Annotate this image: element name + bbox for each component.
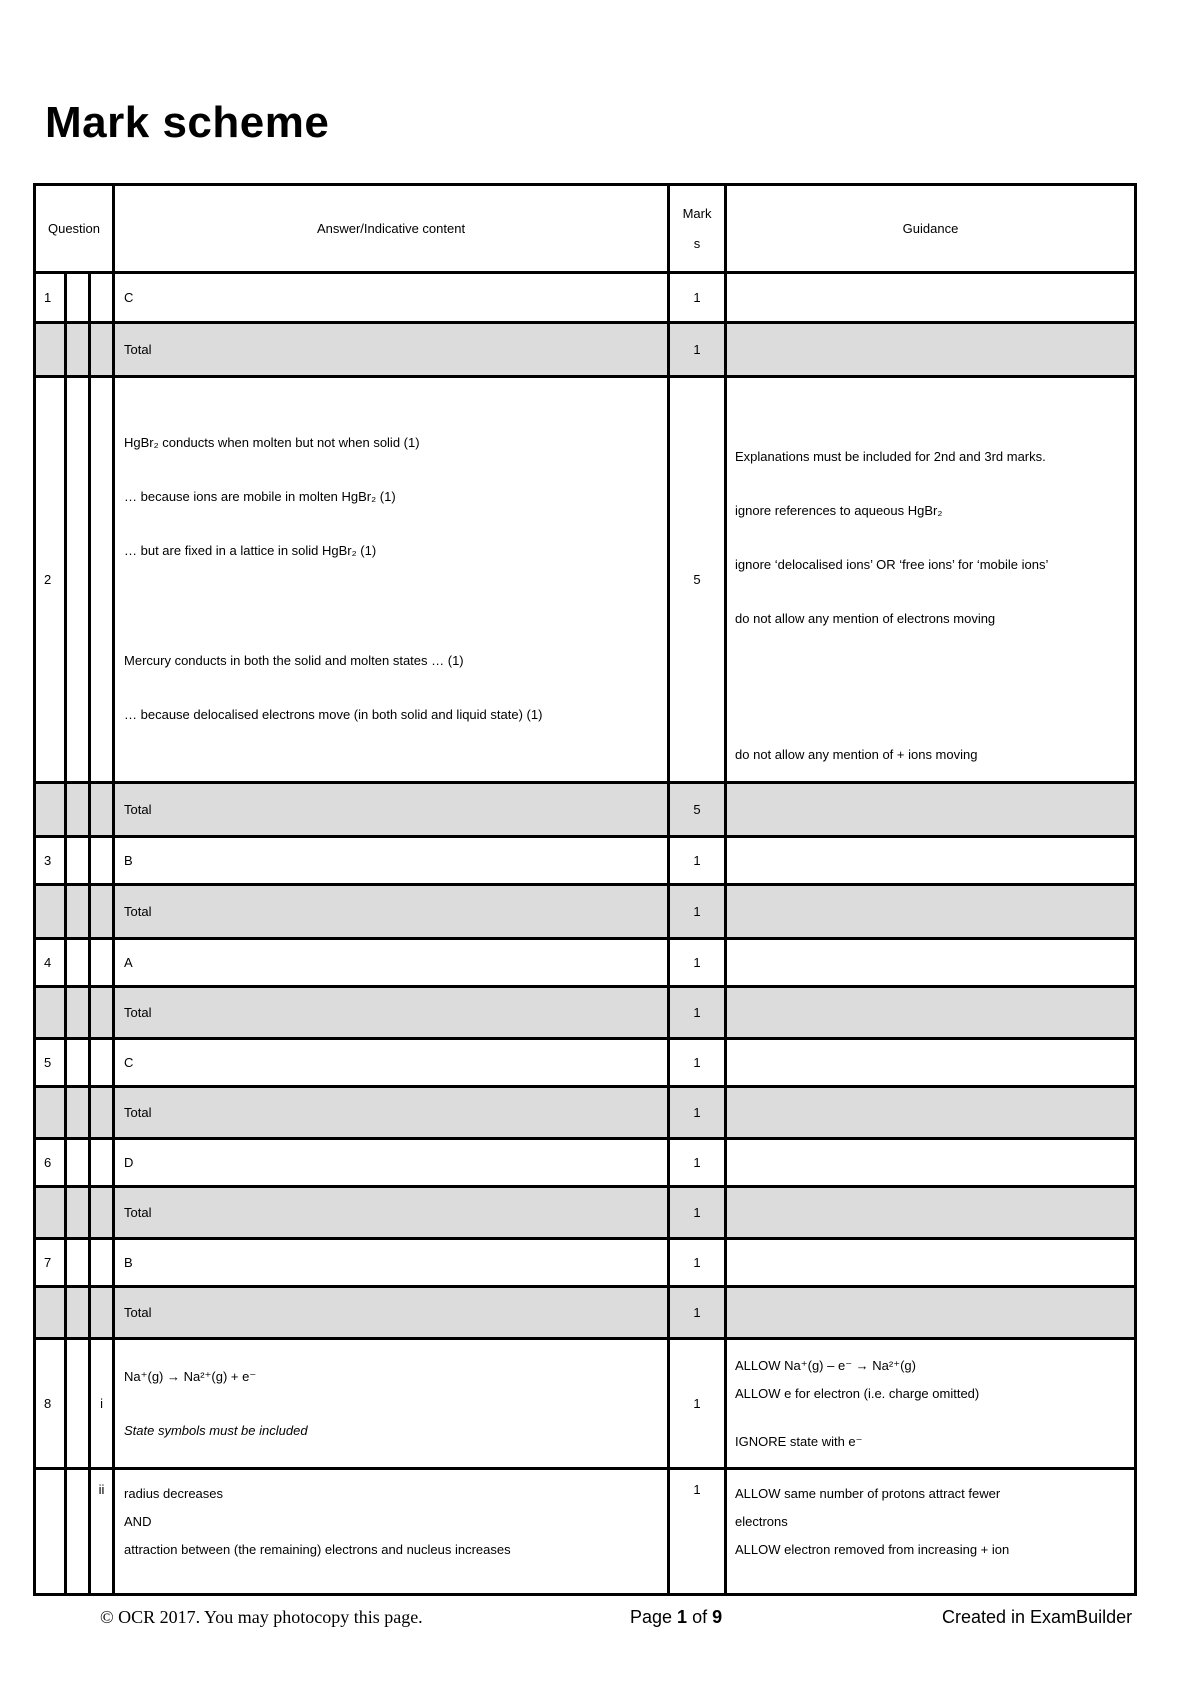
- guidance-line: ALLOW e for electron (i.e. charge omitted): [735, 1385, 980, 1401]
- footer-page-number: [630, 1607, 722, 1628]
- question-number: 4: [35, 939, 66, 987]
- guidance-cell: [726, 1469, 1136, 1595]
- total-label: Total: [114, 1087, 669, 1139]
- guidance-cell: [726, 273, 1136, 323]
- header-marks-line1: Mark: [682, 205, 712, 221]
- answer-line: … because delocalised electrons move (in both solid and liquid state) (1): [124, 707, 543, 722]
- guidance-line: ignore ‘delocalised ions’ OR ‘free ions’ for ‘mobile ions’: [735, 557, 1049, 572]
- total-label: Total: [114, 987, 669, 1039]
- question-subpart: i: [90, 1339, 114, 1469]
- table-row: [35, 1139, 1136, 1187]
- total-marks: 1: [669, 1287, 726, 1339]
- answer-cell: [114, 1469, 669, 1595]
- guidance-cell: [726, 1139, 1136, 1187]
- answer-cell: B: [114, 1239, 669, 1287]
- answer-line: … but are fixed in a lattice in solid HgBr₂ (1): [124, 543, 377, 558]
- total-label: Total: [114, 885, 669, 939]
- marks-cell: 1: [669, 837, 726, 885]
- total-row: [35, 323, 1136, 377]
- marks-cell: 5: [669, 377, 726, 783]
- guidance-cell: [726, 1039, 1136, 1087]
- table-row: [35, 1339, 1136, 1469]
- total-label: Total: [114, 323, 669, 377]
- total-row: [35, 1287, 1136, 1339]
- page-of: of: [687, 1607, 713, 1627]
- guidance-line: ignore references to aqueous HgBr₂: [735, 503, 943, 518]
- table-row: [35, 377, 1136, 783]
- guidance-line: Explanations must be included for 2nd and 3rd marks.: [735, 449, 1046, 464]
- marks-cell: 1: [669, 1239, 726, 1287]
- guidance-line: ALLOW same number of protons attract fewer: [735, 1486, 1001, 1501]
- guidance-cell: [726, 1339, 1136, 1469]
- marks-cell: 1: [669, 1039, 726, 1087]
- guidance-line: electrons: [735, 1514, 788, 1529]
- page-current: 1: [677, 1607, 688, 1627]
- total-label: Total: [114, 1187, 669, 1239]
- total-row: [35, 885, 1136, 939]
- question-number: 3: [35, 837, 66, 885]
- total-row: [35, 783, 1136, 837]
- guidance-cell: [726, 837, 1136, 885]
- header-answer: Answer/Indicative content: [114, 185, 669, 273]
- answer-line: HgBr₂ conducts when molten but not when solid (1): [124, 435, 420, 450]
- table-row: [35, 273, 1136, 323]
- total-row: [35, 1187, 1136, 1239]
- question-number: 2: [35, 377, 66, 783]
- guidance-line: IGNORE state with e⁻: [735, 1433, 863, 1449]
- total-label: Total: [114, 1287, 669, 1339]
- answer-line: attraction between (the remaining) electrons and nucleus increases: [124, 1542, 511, 1557]
- footer-created: Created in ExamBuilder: [942, 1607, 1133, 1627]
- header-question: Question: [35, 185, 114, 273]
- total-row: [35, 1087, 1136, 1139]
- question-number: 1: [35, 273, 66, 323]
- guidance-line: ALLOW Na⁺(g) – e⁻ → Na²⁺(g): [735, 1357, 916, 1373]
- question-number: 7: [35, 1239, 66, 1287]
- question-part: [66, 273, 90, 323]
- guidance-line: ALLOW electron removed from increasing + ion: [735, 1542, 1010, 1557]
- marks-cell: 1: [669, 1139, 726, 1187]
- guidance-cell: [726, 1239, 1136, 1287]
- table-row: [35, 1469, 1136, 1595]
- answer-line: … because ions are mobile in molten HgBr₂ (1): [124, 489, 396, 504]
- total-marks: 1: [669, 1087, 726, 1139]
- answer-cell: A: [114, 939, 669, 987]
- total-marks: 1: [669, 885, 726, 939]
- table-header-row: [35, 185, 1136, 273]
- total-label: Total: [114, 783, 669, 837]
- marks-cell: 1: [669, 1339, 726, 1469]
- total-marks: 1: [669, 987, 726, 1039]
- answer-line: Na⁺(g) → Na²⁺(g) + e⁻: [124, 1368, 257, 1384]
- answer-cell: C: [114, 1039, 669, 1087]
- question-number: 8: [35, 1339, 66, 1469]
- answer-cell: D: [114, 1139, 669, 1187]
- question-number: 5: [35, 1039, 66, 1087]
- mark-scheme-table: [33, 183, 1137, 1596]
- guidance-line: do not allow any mention of electrons moving: [735, 611, 996, 626]
- answer-line: Mercury conducts in both the solid and molten states … (1): [124, 653, 464, 668]
- marks-cell: 1: [669, 939, 726, 987]
- answer-cell: B: [114, 837, 669, 885]
- page-total: 9: [712, 1607, 723, 1627]
- question-subpart: ii: [90, 1469, 114, 1595]
- answer-cell: [114, 377, 669, 783]
- page-prefix: Page: [630, 1607, 678, 1627]
- total-marks: 5: [669, 783, 726, 837]
- answer-line: AND: [124, 1514, 152, 1529]
- footer-copyright: © OCR 2017. You may photocopy this page.: [100, 1607, 423, 1627]
- guidance-cell: [726, 377, 1136, 783]
- guidance-line: do not allow any mention of + ions moving: [735, 747, 978, 762]
- guidance-cell: [726, 939, 1136, 987]
- total-marks: 1: [669, 323, 726, 377]
- header-marks: [669, 185, 726, 273]
- table-row: [35, 837, 1136, 885]
- marks-cell: 1: [669, 1469, 726, 1595]
- answer-line: radius decreases: [124, 1486, 224, 1501]
- answer-cell: C: [114, 273, 669, 323]
- marks-cell: 1: [669, 273, 726, 323]
- question-subpart: [90, 273, 114, 323]
- header-marks-line2: s: [693, 235, 701, 251]
- question-number: 6: [35, 1139, 66, 1187]
- table-row: [35, 1039, 1136, 1087]
- header-guidance: Guidance: [726, 185, 1136, 273]
- answer-note: State symbols must be included: [124, 1422, 308, 1438]
- total-marks: 1: [669, 1187, 726, 1239]
- answer-cell: [114, 1339, 669, 1469]
- table-row: [35, 939, 1136, 987]
- page-title: Mark scheme: [45, 98, 330, 147]
- table-row: [35, 1239, 1136, 1287]
- total-row: [35, 987, 1136, 1039]
